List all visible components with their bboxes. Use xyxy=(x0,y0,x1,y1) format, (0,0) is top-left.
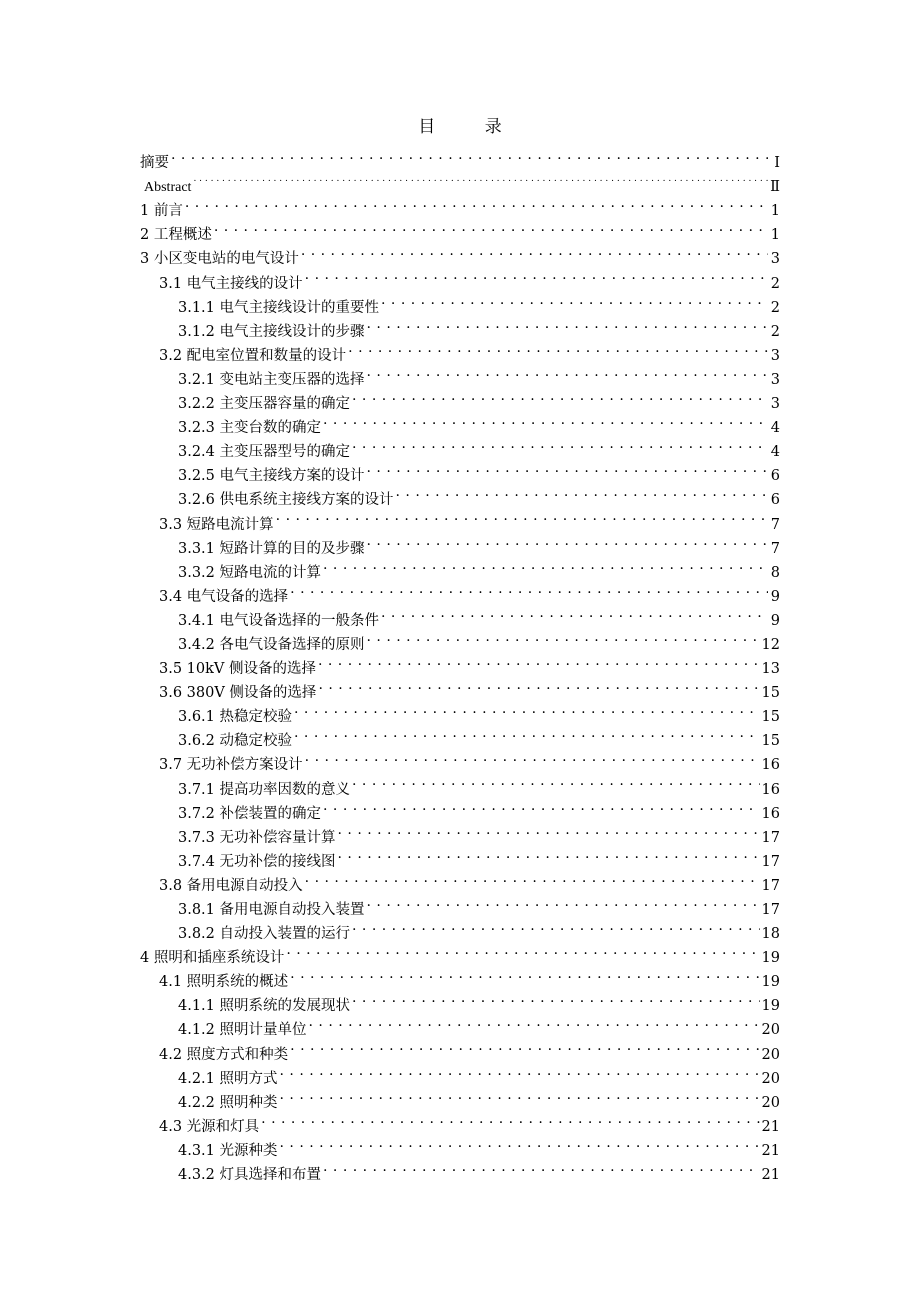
toc-dot-leader xyxy=(286,938,759,962)
toc-entry-text: 4.3 光源和灯具 xyxy=(159,1118,260,1135)
toc-dot-leader xyxy=(323,408,768,432)
toc-dot-leader xyxy=(352,432,768,456)
toc-entry-text: 3.7.4 无功补偿的接线图 xyxy=(178,853,336,870)
toc-entry-text: 3.7 无功补偿方案设计 xyxy=(159,757,303,774)
toc-entry-page-number: 16 xyxy=(761,757,780,774)
toc-entry-page-number: 16 xyxy=(761,805,780,822)
toc-entry-text: 3.7.3 无功补偿容量计算 xyxy=(178,829,336,846)
toc-dot-leader xyxy=(348,336,768,360)
toc-dot-leader xyxy=(305,745,760,769)
toc-entry-page-number: 15 xyxy=(761,733,780,750)
toc-dot-leader xyxy=(301,239,768,263)
toc-entry-page-number: 20 xyxy=(761,1022,780,1039)
toc-entry-page-number: 18 xyxy=(761,926,780,943)
toc-entry-page-number: 2 xyxy=(770,323,780,340)
toc-entry-text: 4.1.1 照明系统的发展现状 xyxy=(178,998,351,1015)
toc-entry-page-number: 9 xyxy=(770,612,780,629)
toc-dot-leader xyxy=(318,649,760,673)
toc-dot-leader xyxy=(338,842,760,866)
toc-entry-text: 3.1.2 电气主接线设计的步骤 xyxy=(178,323,365,340)
toc-entry[interactable] xyxy=(140,215,780,244)
toc-entry-text: 3.2.6 供电系统主接线方案的设计 xyxy=(178,492,394,509)
toc-entry-page-number: 21 xyxy=(761,1118,780,1135)
toc-entry-page-number: 20 xyxy=(761,1094,780,1111)
toc-entry-text: 3.3 短路电流计算 xyxy=(159,516,274,533)
toc-entry-text: 3.5 10kV 侧设备的选择 xyxy=(159,661,316,678)
toc-entry-page-number: 6 xyxy=(770,468,780,485)
toc-dot-leader xyxy=(309,1010,760,1034)
toc-dot-leader xyxy=(261,1107,759,1131)
toc-dot-leader xyxy=(381,601,768,625)
toc-dot-leader xyxy=(352,384,768,408)
toc-entry-page-number: 3 xyxy=(770,251,780,268)
toc-entry-page-number: 3 xyxy=(770,371,780,388)
toc-entry-text: 3.4 电气设备的选择 xyxy=(159,588,289,605)
toc-dot-leader xyxy=(367,360,768,384)
toc-entry-text: 4.2 照度方式和种类 xyxy=(159,1046,289,1063)
toc-dot-leader xyxy=(294,697,760,721)
toc-entry-text: 3.2 配电室位置和数量的设计 xyxy=(159,347,347,364)
toc-dot-leader xyxy=(396,480,768,504)
toc-dot-leader xyxy=(185,191,768,215)
toc-dot-leader xyxy=(276,504,768,528)
toc-entry-text: 4.3.2 灯具选择和布置 xyxy=(178,1167,322,1184)
toc-dot-leader xyxy=(323,553,768,577)
toc-title: 目 录 xyxy=(418,117,524,137)
toc-entry-page-number: 21 xyxy=(761,1142,780,1159)
toc-entry-text: 3.6 380V 侧设备的选择 xyxy=(159,685,317,702)
toc-entry-page-number: 3 xyxy=(770,396,780,413)
toc-entry-text: 3.3.2 短路电流的计算 xyxy=(178,564,322,581)
toc-dot-leader xyxy=(294,721,760,745)
toc-entry-page-number: I xyxy=(774,155,780,172)
toc-entry-text: 3.2.1 变电站主变压器的选择 xyxy=(178,371,365,388)
toc-dot-leader xyxy=(367,529,768,553)
toc-entry-text: 4 照明和插座系统设计 xyxy=(140,950,285,967)
toc-dot-leader xyxy=(323,1155,760,1179)
toc-entry-text: 3.3.1 短路计算的目的及步骤 xyxy=(178,540,365,557)
toc-entry-text: 3.2.4 主变压器型号的确定 xyxy=(178,444,351,461)
toc-entry-page-number: 3 xyxy=(770,347,780,364)
toc-dot-leader xyxy=(305,866,760,890)
toc-entry-page-number: 12 xyxy=(761,636,780,653)
toc-dot-leader xyxy=(280,1059,760,1083)
toc-dot-leader xyxy=(305,263,768,287)
toc-dot-leader xyxy=(381,288,768,312)
toc-entry-page-number: 20 xyxy=(761,1070,780,1087)
toc-dot-leader xyxy=(367,890,760,914)
toc-entry[interactable] xyxy=(140,143,780,172)
toc-entry[interactable] xyxy=(140,191,780,220)
toc-entry-text: 4.1.2 照明计量单位 xyxy=(178,1022,307,1039)
toc-dot-leader xyxy=(290,1034,759,1058)
toc-entry-text: 4.3.1 光源种类 xyxy=(178,1142,278,1159)
toc-entry-text: 3.7.2 补偿装置的确定 xyxy=(178,805,322,822)
toc-entry-text: 3.2.2 主变压器容量的确定 xyxy=(178,396,351,413)
toc-entry-page-number: 13 xyxy=(761,661,780,678)
toc-entry[interactable] xyxy=(140,239,780,268)
toc-entry-page-number: 15 xyxy=(761,709,780,726)
toc-entry-page-number: 4 xyxy=(770,420,780,437)
toc-entry-page-number: 8 xyxy=(770,564,780,581)
toc-entry-text: 4.2.2 照明种类 xyxy=(178,1094,278,1111)
toc-entry-text: 3.2.3 主变台数的确定 xyxy=(178,420,322,437)
toc-entry[interactable] xyxy=(140,167,780,196)
toc-entry-page-number: 6 xyxy=(770,492,780,509)
toc-entry-text: 4.2.1 照明方式 xyxy=(178,1070,278,1087)
toc-entry-text: 3.2.5 电气主接线方案的设计 xyxy=(178,468,365,485)
toc-entry-page-number: 17 xyxy=(761,853,780,870)
toc-entry-page-number: 7 xyxy=(770,540,780,557)
toc-entry-text: 3.6.1 热稳定校验 xyxy=(178,709,293,726)
toc-entry-text: 3.8.1 备用电源自动投入装置 xyxy=(178,902,365,918)
toc-list xyxy=(140,143,780,1184)
toc-entry-text: 2 工程概述 xyxy=(140,227,212,244)
toc-dot-leader xyxy=(318,673,759,697)
toc-entry-page-number: 20 xyxy=(761,1046,780,1063)
toc-dot-leader xyxy=(214,215,768,239)
toc-entry-page-number: 19 xyxy=(761,950,780,967)
toc-entry-text: Abstract xyxy=(144,180,192,196)
toc-dot-leader xyxy=(367,625,760,649)
toc-dot-leader xyxy=(352,986,760,1010)
toc-dot-leader xyxy=(352,914,760,938)
toc-dot-leader xyxy=(367,312,768,336)
toc-entry-page-number: 17 xyxy=(761,829,780,846)
toc-entry-text: 摘要 xyxy=(140,155,169,172)
toc-entry-text: 3.6.2 动稳定校验 xyxy=(178,733,293,750)
toc-entry-page-number: 2 xyxy=(770,299,780,316)
toc-dot-leader xyxy=(193,167,768,191)
toc-entry-text: 3.8.2 自动投入装置的运行 xyxy=(178,926,351,943)
toc-entry-page-number: 9 xyxy=(770,588,780,605)
toc-entry-text: 3.7.1 提高功率因数的意义 xyxy=(178,781,351,798)
toc-dot-leader xyxy=(280,1083,760,1107)
toc-entry-page-number: 2 xyxy=(770,275,780,292)
toc-dot-leader xyxy=(290,962,759,986)
toc-entry-text: 3 小区变电站的电气设计 xyxy=(140,251,299,268)
toc-entry-page-number: 21 xyxy=(761,1167,780,1184)
toc-entry-page-number: 1 xyxy=(770,203,780,220)
toc-entry-text: 1 前言 xyxy=(140,203,183,220)
toc-entry-text: 4.1 照明系统的概述 xyxy=(159,974,289,991)
toc-entry-page-number: 7 xyxy=(770,516,780,533)
toc-dot-leader xyxy=(352,769,760,793)
toc-entry-text: 3.4.1 电气设备选择的一般条件 xyxy=(178,612,380,629)
toc-entry-page-number: 1 xyxy=(770,227,780,244)
toc-entry-text: 3.1 电气主接线的设计 xyxy=(159,275,303,292)
toc-entry-page-number: 17 xyxy=(761,877,780,894)
toc-entry-page-number: 16 xyxy=(761,781,780,798)
toc-entry-page-number: 17 xyxy=(761,902,780,918)
toc-entry-text: 3.4.2 各电气设备选择的原则 xyxy=(178,636,365,653)
toc-entry-text: 3.8 备用电源自动投入 xyxy=(159,877,303,894)
toc-entry-page-number: 15 xyxy=(761,685,780,702)
toc-dot-leader xyxy=(338,818,760,842)
toc-entry-page-number: 19 xyxy=(761,998,780,1015)
toc-dot-leader xyxy=(171,143,768,167)
toc-dot-leader xyxy=(323,794,760,818)
toc-dot-leader xyxy=(367,456,768,480)
toc-entry-text: 3.1.1 电气主接线设计的重要性 xyxy=(178,299,380,316)
toc-dot-leader xyxy=(290,577,768,601)
toc-entry-page-number: Ⅱ xyxy=(770,179,780,196)
toc-entry-page-number: 4 xyxy=(770,444,780,461)
toc-dot-leader xyxy=(280,1131,760,1155)
toc-entry-page-number: 19 xyxy=(761,974,780,991)
